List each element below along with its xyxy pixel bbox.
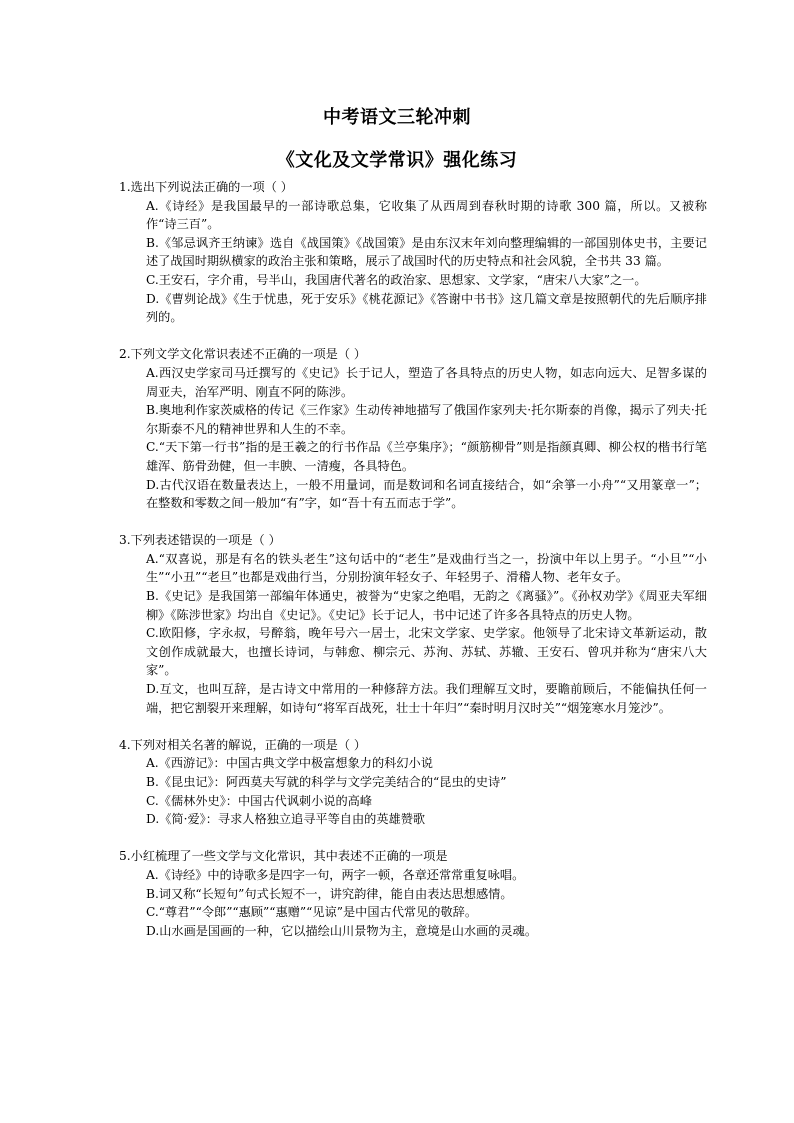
option-a: A.“双喜说，那是有名的铁头老生”这句话中的“老生”是戏曲行当之一，扮演中年以上男子。“小旦”“小生”“小丑”“老旦”也都是戏曲行当，分别扮演年轻女子、年轻男子、滑稽人物、老年女子。 [146, 551, 707, 585]
question-4 [119, 736, 707, 829]
option-list [146, 364, 707, 513]
option-d: D.《简·爱》：寻求人格独立追寻平等自由的英雄赞歌 [146, 812, 426, 827]
option-c: C.王安石，字介甫，号半山，我国唐代著名的政治家、思想家、文学家，“唐宋八大家”之一。 [146, 272, 647, 287]
option-b: B.《史记》是我国第一部编年体通史，被誉为“史家之绝唱，无韵之《离骚》”。《孙权劝学》《周亚夫军细柳》《陈涉世家》均出自《史记》。《史记》长于记人，书中记述了许多各具特点的历史人物。 [146, 589, 707, 622]
question-stem: 3.下列表述错误的一项是（ ） [119, 533, 281, 548]
question-3 [119, 531, 707, 717]
question-stem: 4.下列对相关名著的解说，正确的一项是（ ） [119, 737, 367, 752]
option-a: A.《诗经》中的诗歌多是四字一句，两字一顿，各章还常常重复咏唱。 [146, 867, 525, 882]
option-d: D.互文，也叫互辞，是古诗文中常用的一种修辞方法。我们理解互文时，要瞻前顾后，不能偏执任何一端，把它割裂开来理解，如诗句“将军百战死，壮士十年归”“秦时明月汉时关”“烟笼寒水月笼沙”。 [146, 682, 707, 715]
option-list [146, 197, 707, 327]
question-stem: 2.下列文学文化常识表述不正确的一项是（ ） [119, 347, 367, 362]
option-d: D.古代汉语在数量表达上，一般不用量词，而是数词和名词直接结合，如“余箏一小舟”“又用篆章一”；在整数和零数之间一般加“有”字，如“吾十有五而志于学”。 [146, 477, 707, 511]
option-b: B.《昆虫记》：阿西莫夫写就的科学与文学完美结合的“昆虫的史诗” [146, 775, 507, 789]
option-d: D.山水画是国画的一种，它以描绘山川景物为主，意境是山水画的灵魂。 [146, 923, 538, 938]
option-a: A.《西游记》：中国古典文学中极富想象力的科幻小说 [146, 756, 433, 771]
option-a: A.《诗经》是我国最早的一部诗歌总集，它收集了从西周到春秋时期的诗歌 300 篇，所以。又被称作“诗三百”。 [146, 198, 707, 232]
document-title: 中考语文三轮冲刺 [323, 107, 471, 128]
option-c: C.“天下第一行书”指的是王羲之的行书作品《兰亭集序》；“颜筋柳骨”则是指颜真卿、柳公权的楷书行笔雄浑、筋骨劲健，但一丰腴、一清瘦，各具特色。 [146, 440, 707, 473]
question-list [119, 178, 707, 959]
document-subtitle: 《文化及文学常识》强化练习 [276, 150, 518, 171]
option-c: C.“尊君”“令郎”“惠顾”“惠赠”“见谅”是中国古代常见的敬辞。 [146, 905, 478, 920]
option-b: B.奥地利作家茨威格的传记《三作家》生动传神地描写了俄国作家列夫·托尔斯泰的肖像，揭示了列夫·托尔斯泰不凡的精神世界和人生的不幸。 [146, 403, 707, 436]
option-a: A.西汉史学家司马迁撰写的《史记》长于记人，塑造了各具特点的历史人物，如志向远大、足智多谋的周亚夫，治军严明、刚直不阿的陈涉。 [146, 365, 707, 399]
option-d: D.《曹刿论战》《生于忧患，死于安乐》《桃花源记》《答谢中书书》这几篇文章是按照朝代的先后顺序排列的。 [146, 291, 707, 325]
option-c: C.《儒林外史》：中国古代讽刺小说的高峰 [146, 793, 373, 808]
option-list [146, 754, 707, 828]
question-stem: 1.选出下列说法正确的一项（ ） [119, 180, 293, 194]
option-list [146, 866, 707, 940]
question-5 [119, 847, 707, 940]
option-c: C.欧阳修，字永叔，号醉翁，晚年号六一居士，北宋文学家、史学家。他领导了北宋诗文革新运动，散文创作成就最大，也擅长诗词，与韩愈、柳宗元、苏洵、苏轼、苏辙、王安石、曾巩并称为“唐宋八大家”。 [146, 626, 707, 678]
option-b: B.词又称“长短句”句式长短不一，讲究韵律，能自由表达思想感情。 [146, 886, 513, 901]
question-1 [119, 178, 707, 327]
question-stem: 5.小红梳理了一些文学与文化常识，其中表述不正确的一项是 [119, 849, 448, 864]
option-list [146, 550, 707, 717]
question-2 [119, 345, 707, 512]
option-b: B.《邹忌讽齐王纳谏》选自《战国策》《战国策》是由东汉末年刘向整理编辑的一部国别体史书，主要记述了战国时期纵横家的政治主张和策略，展示了战国时代的历史特点和社会风貌，全书共 33 篇。 [146, 235, 707, 269]
